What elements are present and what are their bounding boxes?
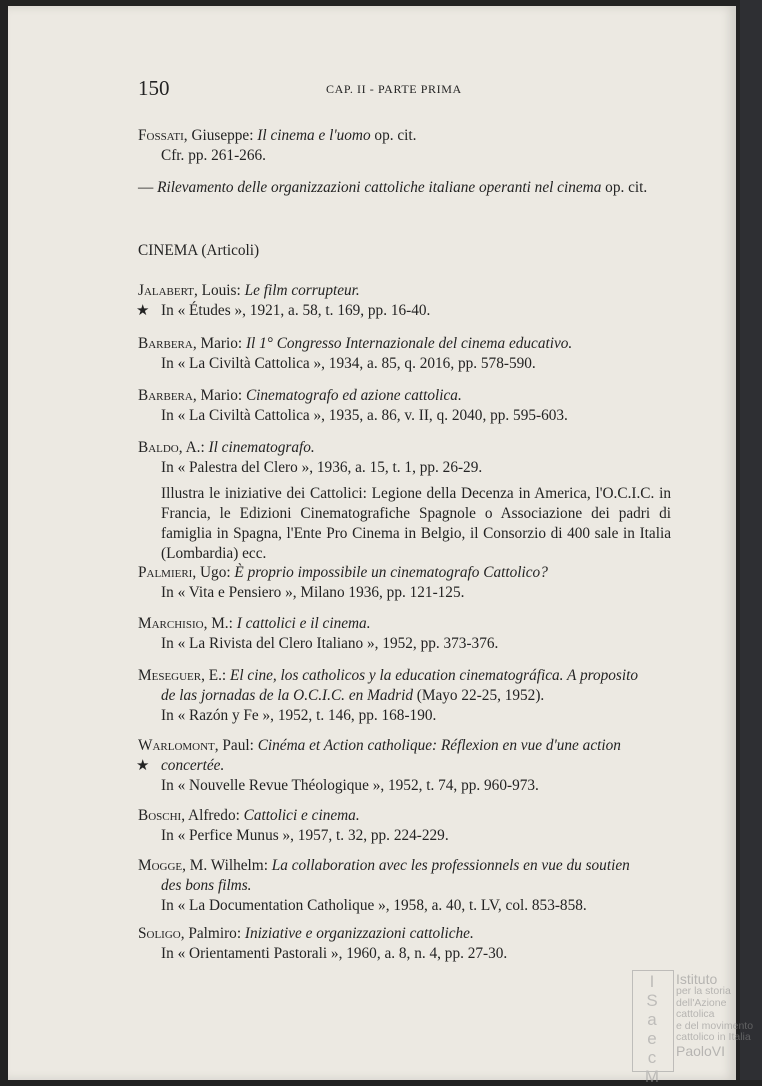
entry-reference: Cfr. pp. 261-266. (161, 147, 266, 164)
entry-given: , Palmiro: (180, 925, 245, 942)
section-title: CINEMA (138, 242, 198, 259)
entry-barbera-1 (138, 334, 572, 374)
entry-warlomont (138, 736, 621, 796)
entry-given: , M.: (203, 615, 237, 632)
entry-title-tail: (Mayo 22-25, 1952). (412, 687, 545, 704)
entry-palmieri (138, 563, 548, 603)
page-number: 150 (138, 76, 170, 100)
entry-reference: In « La Documentation Catholique », 1958, a. 40, t. LV, col. 853-858. (161, 897, 587, 914)
entry-reference: In « Nouvelle Revue Théologique », 1952, t. 74, pp. 960-973. (161, 777, 539, 794)
isacem-watermark-logo (632, 970, 754, 1086)
entry-jalabert (138, 281, 430, 321)
entry-author: Fossati (138, 127, 184, 144)
entry-title: È proprio impossibile un cinematografo Cattolico? (234, 564, 548, 581)
entry-title: El cine, los catholicos y la education cinematográfica. A proposito (230, 667, 639, 684)
entry-reference: In « Orientamenti Pastorali », 1960, a. 8, n. 4, pp. 27-30. (161, 945, 508, 962)
book-page (8, 6, 736, 1080)
section-heading (138, 242, 259, 260)
entry-title: La collaboration avec les professionnels en vue du soutien (271, 857, 630, 874)
entry-author: Soligo (138, 925, 181, 942)
entry-author: Barbera (138, 335, 193, 352)
watermark-letters: I S a e c M (644, 972, 660, 1086)
entry-title: Cinéma et Action catholique: Réflexion en vue d'une action (257, 737, 621, 754)
entry-given: , Giuseppe: (183, 127, 258, 144)
entry-reference: In « Palestra del Clero », 1936, a. 15, t. 1, pp. 26-29. (161, 459, 483, 476)
entry-given: , Paul: (214, 737, 258, 754)
entry-given: , Ugo: (192, 564, 235, 581)
section-subtitle: (Articoli) (201, 242, 260, 259)
entry-title: Iniziative e organizzazioni cattoliche. (244, 925, 474, 942)
entry-title: Rilevamento delle organizzazioni cattoliche italiane operanti nel cinema (157, 179, 602, 196)
entry-title: Le film corrupteur. (244, 282, 360, 299)
running-title: CAP. II - PARTE PRIMA (326, 82, 462, 96)
entry-reference: In « Razón y Fe », 1952, t. 146, pp. 168-190. (161, 707, 437, 724)
entry-soligo (138, 924, 507, 964)
entry-title: I cattolici e il cinema. (236, 615, 371, 632)
entry-baldo (138, 438, 671, 564)
entry-given: , M. Wilhelm: (182, 857, 272, 874)
watermark-text: Istituto per la storia dell'Azione cattolica e del movimento cattolico in Italia PaoloVI (676, 971, 754, 1059)
entry-author: Palmieri (138, 564, 193, 581)
entry-title: Il cinematografo. (208, 439, 315, 456)
entry-author: Warlomont (138, 737, 215, 754)
entry-title-continued: concertée. (161, 757, 225, 774)
entry-title: Il 1° Congresso Internazionale del cinema educativo. (245, 335, 573, 352)
entry-boschi (138, 806, 449, 846)
entry-author: Barbera (138, 387, 193, 404)
entry-reference: In « Vita e Pensiero », Milano 1936, pp. 121-125. (161, 584, 465, 601)
entry-rilevamento (138, 178, 647, 198)
star-icon: ★ (136, 758, 150, 774)
entry-author: Boschi (138, 807, 182, 824)
entry-author: Baldo (138, 439, 179, 456)
entry-mogge (138, 856, 630, 916)
entry-tail: op. cit. (601, 179, 648, 196)
entry-given: , Alfredo: (181, 807, 244, 824)
entry-given: , E.: (201, 667, 231, 684)
entry-given: , A.: (178, 439, 209, 456)
entry-dash: — (138, 179, 158, 196)
entry-title: Il cinema e l'uomo (257, 127, 371, 144)
entry-reference: In « Perfice Munus », 1957, t. 32, pp. 224-229. (161, 827, 449, 844)
entry-title-continued: des bons films. (161, 877, 252, 894)
entry-reference: In « Études », 1921, a. 58, t. 169, pp. 16-40. (161, 302, 431, 319)
entry-author: Jalabert (138, 282, 195, 299)
entry-fossati (138, 126, 416, 166)
entry-author: Mogge (138, 857, 183, 874)
entry-title: Cinematografo ed azione cattolica. (245, 387, 462, 404)
entry-reference: In « La Rivista del Clero Italiano », 1952, pp. 373-376. (161, 635, 499, 652)
entry-reference: In « La Civiltà Cattolica », 1934, a. 85, q. 2016, pp. 578-590. (161, 355, 536, 372)
entry-marchisio (138, 614, 498, 654)
entry-author: Meseguer (138, 667, 202, 684)
entry-reference: In « La Civiltà Cattolica », 1935, a. 86, v. II, q. 2040, pp. 595-603. (161, 407, 568, 424)
entry-title: Cattolici e cinema. (243, 807, 360, 824)
entry-author: Marchisio (138, 615, 204, 632)
star-icon: ★ (136, 303, 150, 319)
entry-given: , Mario: (192, 335, 246, 352)
entry-barbera-2 (138, 386, 568, 426)
entry-given: , Louis: (194, 282, 245, 299)
book-spine (740, 0, 762, 1080)
entry-tail: op. cit. (370, 127, 417, 144)
entry-meseguer (138, 666, 638, 726)
entry-title-continued: de las jornadas de la O.C.I.C. en Madrid (161, 687, 413, 704)
entry-note: Illustra le iniziative dei Cattolici: Legione della Decenza in America, l'O.C.I.C. in Francia, le Edizioni Cinematografiche Spagnole o Associazione dei padri di famiglia in Spagna, l'Ente Pro Cinema in Belgio, il Consorzio di 400 sale in Italia (Lombardia) ecc. (161, 485, 671, 562)
entry-given: , Mario: (192, 387, 246, 404)
